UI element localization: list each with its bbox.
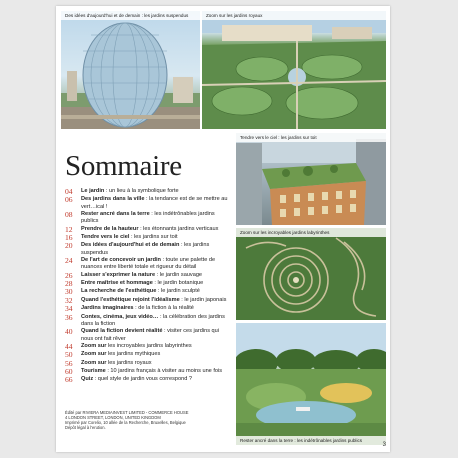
toc-entry-subtitle: : la tendance est de se mettre au vert…ical ! bbox=[81, 196, 228, 210]
colophon-line: 4 LONDON STREET, LONDON, UNITED KINGDOM bbox=[65, 415, 161, 420]
toc-entry-title: Tourisme bbox=[81, 368, 106, 375]
toc-entry-title: Des jardins dans la ville bbox=[81, 196, 145, 203]
toc-entry-title: Quiz bbox=[81, 376, 94, 383]
toc-page-number: 04 bbox=[65, 187, 73, 196]
toc-entry[interactable] bbox=[65, 234, 231, 242]
toc-entry-subtitle: : visiter ces jardins qui nous ont fait rêver bbox=[81, 328, 220, 342]
toc-entry-subtitle: : le jardin sculpté bbox=[156, 288, 200, 295]
toc-page-number: 30 bbox=[65, 287, 73, 297]
toc-entry-title: Laisser s'exprimer la nature bbox=[81, 271, 156, 278]
photo-labyrinth-gardens bbox=[236, 228, 386, 320]
toc-page-number: 40 bbox=[65, 327, 73, 337]
toc-entry[interactable] bbox=[65, 314, 231, 329]
toc-entry[interactable] bbox=[65, 288, 231, 296]
toc-page-number: 06 bbox=[65, 195, 73, 205]
toc-entry[interactable] bbox=[65, 280, 231, 288]
rooftop-illustration bbox=[236, 133, 386, 225]
toc-entry[interactable] bbox=[65, 188, 231, 196]
toc-page-number: 26 bbox=[65, 270, 73, 280]
toc-entry[interactable] bbox=[65, 360, 231, 368]
toc-page-number: 44 bbox=[65, 341, 73, 351]
labyrinth-illustration bbox=[236, 228, 386, 320]
toc-page-number: 28 bbox=[65, 279, 73, 288]
toc-entry-subtitle: : les jardins sur toit bbox=[129, 234, 178, 240]
toc-entry[interactable] bbox=[65, 242, 231, 257]
toc-entry-subtitle: : le jardin sauvage bbox=[155, 271, 203, 278]
table-of-contents bbox=[65, 188, 231, 385]
toc-entry-subtitle: les incroyables jardins labyrinthes bbox=[106, 342, 192, 349]
toc-entry-title: Quand l'esthétique rejoint l'idéalisme bbox=[81, 296, 180, 303]
colophon-line: Édité par RIVIERA MEDIAINVEST LIMITED - COMMERCE HOUSE bbox=[65, 410, 189, 415]
toc-entry-subtitle: : les jardins suspendus bbox=[81, 242, 210, 256]
toc-entry-subtitle: : toute une palette de nuances entre liberté totale et rigueur du détail bbox=[81, 257, 216, 271]
photo-royal-gardens bbox=[202, 11, 386, 129]
toc-entry-title: Le jardin bbox=[81, 188, 105, 194]
toc-page-number: 50 bbox=[65, 350, 73, 360]
toc-entry[interactable] bbox=[65, 351, 231, 359]
photo-rooftop-gardens bbox=[236, 133, 386, 225]
photo-suspended-gardens bbox=[61, 11, 200, 129]
toc-entry-title: De l'art de concevoir un jardin bbox=[81, 257, 161, 263]
toc-page-number: 60 bbox=[65, 367, 73, 377]
toc-page-number: 16 bbox=[65, 233, 73, 242]
page-title: Sommaire bbox=[65, 150, 182, 182]
toc-page-number: 12 bbox=[65, 224, 73, 234]
toc-entry[interactable] bbox=[65, 328, 231, 343]
toc-entry-title: Quand la fiction devient réalité bbox=[81, 328, 163, 335]
toc-entry[interactable] bbox=[65, 376, 231, 384]
toc-entry[interactable] bbox=[65, 272, 231, 280]
toc-entry[interactable] bbox=[65, 343, 231, 351]
toc-entry-subtitle: : les indétrônables jardins publics bbox=[81, 211, 215, 225]
colophon-line: Imprimé par Corelio, 10 allée de la Recherche, Bruxelles, Belgique bbox=[65, 420, 186, 425]
toc-entry-title: Jardins imaginaires bbox=[81, 305, 134, 312]
toc-entry-subtitle: les jardins mythiques bbox=[106, 351, 161, 358]
toc-entry-subtitle: : les étonnants jardins verticaux bbox=[138, 225, 219, 232]
toc-entry[interactable] bbox=[65, 211, 231, 226]
toc-entry-title: Entre maîtrise et hommage bbox=[81, 280, 153, 286]
toc-entry-title: Tendre vers le ciel bbox=[81, 234, 130, 240]
toc-entry-subtitle: : de la fiction à la réalité bbox=[133, 305, 194, 312]
toc-entry[interactable] bbox=[65, 196, 231, 211]
page-number: 3 bbox=[382, 442, 386, 448]
toc-entry[interactable] bbox=[65, 226, 231, 234]
photo-caption: Zoom sur les jardins royaux bbox=[202, 11, 386, 20]
toc-entry-subtitle: : un lieu à la symbolique forte bbox=[104, 188, 179, 194]
photo-public-gardens bbox=[236, 323, 386, 445]
toc-entry-title: Prendre de la hauteur bbox=[81, 225, 139, 232]
photo-caption: Zoom sur les incroyables jardins labyrinthes bbox=[236, 228, 386, 237]
toc-entry-title: Zoom sur bbox=[81, 359, 107, 366]
magazine-page bbox=[56, 6, 390, 452]
photo-caption: Rester ancré dans la terre : les indétrônables jardins publics bbox=[236, 436, 386, 445]
toc-entry-subtitle: : le jardin japonais bbox=[179, 296, 227, 303]
toc-page-number: 20 bbox=[65, 241, 73, 251]
toc-page-number: 56 bbox=[65, 358, 73, 368]
photo-caption: Tendre vers le ciel : les jardins sur toit bbox=[236, 133, 386, 142]
toc-entry-title: Rester ancré dans la terre bbox=[81, 211, 150, 217]
toc-entry-title: Zoom sur bbox=[81, 342, 107, 349]
toc-entry-title: Zoom sur bbox=[81, 351, 107, 358]
public-garden-illustration bbox=[236, 323, 386, 445]
toc-page-number: 66 bbox=[65, 375, 73, 385]
toc-entry-subtitle: les jardins royaux bbox=[106, 359, 152, 366]
toc-entry-subtitle: : quel style de jardin vous correspond ? bbox=[93, 376, 193, 383]
toc-page-number: 32 bbox=[65, 295, 73, 305]
toc-page-number: 08 bbox=[65, 210, 73, 219]
toc-entry[interactable] bbox=[65, 297, 231, 305]
photo-caption: Des idées d'aujourd'hui et de demain : les jardins suspendus bbox=[61, 11, 200, 20]
colophon-line: Dépôt légal à l'erution. bbox=[65, 425, 106, 430]
colophon bbox=[65, 410, 235, 430]
royal-gardens-illustration bbox=[202, 11, 386, 129]
toc-page-number: 24 bbox=[65, 256, 73, 265]
toc-entry[interactable] bbox=[65, 368, 231, 376]
toc-entry-subtitle: : le jardin botanique bbox=[152, 280, 204, 286]
toc-page-number: 36 bbox=[65, 312, 73, 322]
egg-building-illustration bbox=[61, 11, 200, 129]
toc-entry-title: Contes, cinéma, jeux vidéo… bbox=[81, 313, 159, 320]
toc-page-number: 34 bbox=[65, 304, 73, 314]
toc-entry-subtitle: : 10 jardins français à visiter au moins une fois bbox=[105, 368, 223, 375]
toc-entry[interactable] bbox=[65, 257, 231, 272]
toc-entry[interactable] bbox=[65, 305, 231, 313]
toc-entry-title: Des idées d'aujourd'hui et de demain bbox=[81, 242, 180, 249]
toc-entry-title: La recherche de l'esthétique bbox=[81, 288, 157, 295]
toc-entry-subtitle: : la célébration des jardins dans la fiction bbox=[81, 313, 225, 327]
